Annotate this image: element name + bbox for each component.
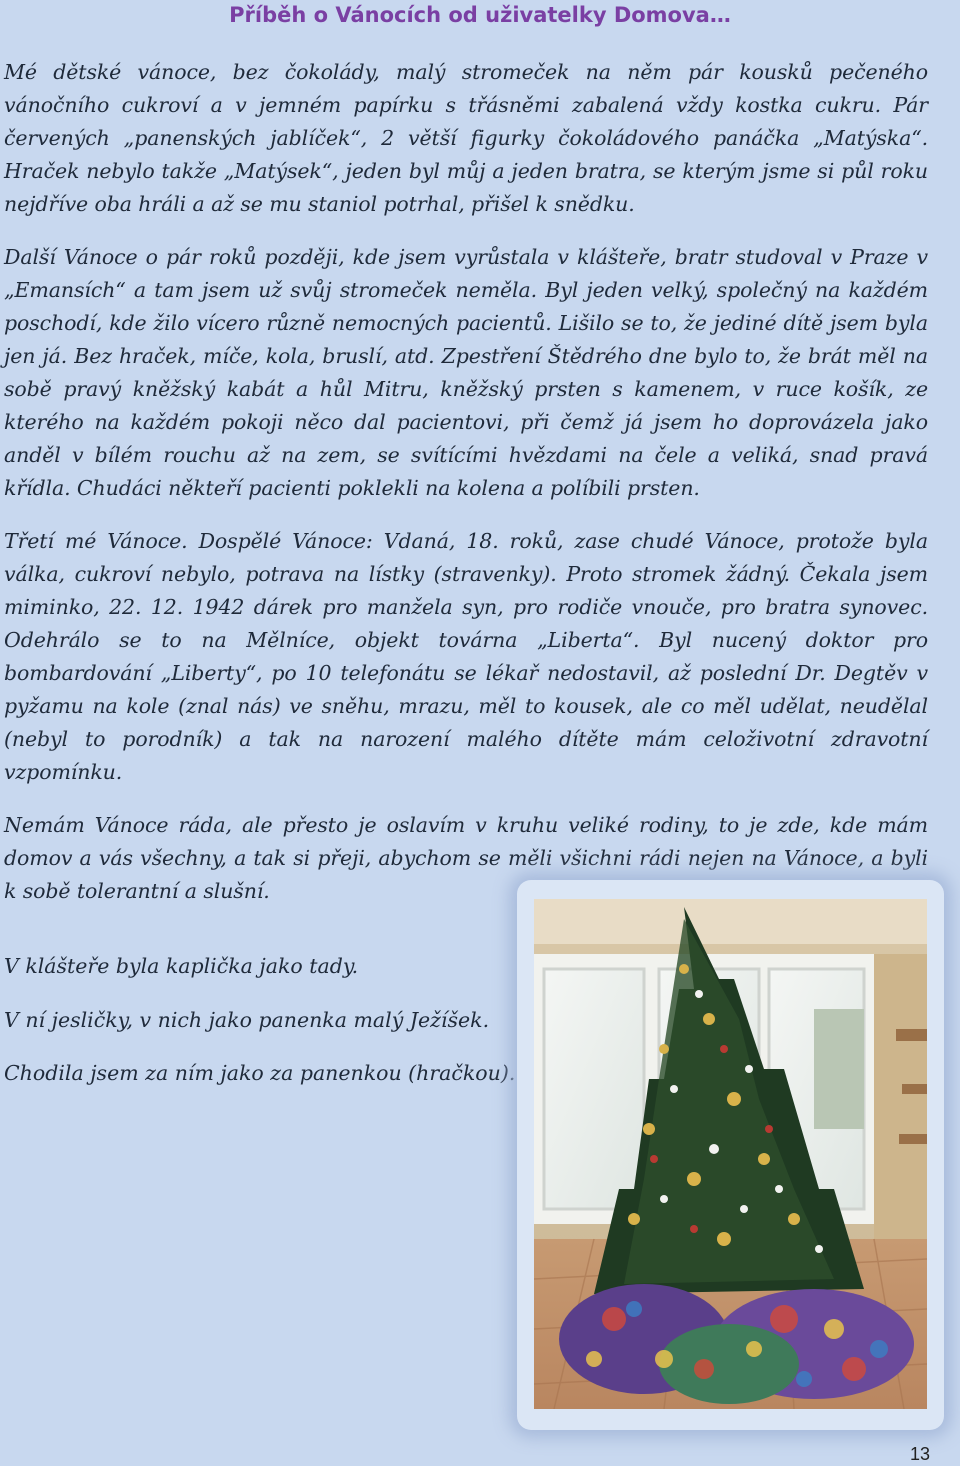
photo-frame: [517, 880, 944, 1430]
story-text: [4, 56, 928, 928]
page-number: 13: [909, 1444, 930, 1464]
paragraph-4: Nemám Vánoce ráda, ale přesto je oslavím v kruhu veliké rodiny, to je zde, kde mám domov a vás všechny, a tak si přeji, abychom se měli všichni rádi nejen na Vánoce, a byli k sobě tolerantní a slušní.: [4, 813, 928, 903]
paragraph-2: Další Vánoce o pár roků později, kde jsem vyrůstala v klášteře, bratr studoval v Praze v „Emansích“ a tam jsem už svůj stromeček neměla. Byl jeden velký, společný na každém poschodí, kde žilo vícero různě nemocných pacientů. Lišilo se to, že jediné dítě jsem byla jen já. Bez hraček, míče, kola, bruslí, atd. Zpestření Štědrého dne bylo to, že brát měl na sobě pravý kněžský kabát a hůl Mitru, kněžský prsten s kamenem, v ruce košík, ze kterého na každém pokoji něco dal pacientovi, při čemž já jsem ho doprovázela jako anděl v bílém rouchu až na zem, se svítícími hvězdami na čele a veliká, snad pravá křídla. Chudáci někteří pacienti poklekli na kolena a políbili prsten.: [4, 245, 928, 500]
side-line-3-text: Chodila jsem za ním jako za panenkou (hračkou).: [4, 1061, 516, 1085]
paragraph-3: Třetí mé Vánoce. Dospělé Vánoce: Vdaná, 18. roků, zase chudé Vánoce, protože byla válka, cukroví nebylo, potrava na lístky (stravenky). Proto stromek žádný. Čekala jsem miminko, 22. 12. 1942 dárek pro manžela syn, pro rodiče vnouče, pro bratra synovec. Odehrálo se to na Mělníce, objekt továrna „Liberta“. Byl nucený doktor pro bombardování „Liberty“, po 10 telefonátu se lékař nedostavil, až poslední Dr. Degtěv v pyžamu na kole (znal nás) ve sněhu, mrazu, měl to kousek, ale co měl udělat, neudělal (nebyl to porodník) a tak na narození malého dítěte mám celoživotní zdravotní vzpomínku.: [4, 529, 928, 784]
paragraph-1: Mé dětské vánoce, bez čokolády, malý stromeček na něm pár kousků pečeného vánočního cukroví a v jemném papírku s třásněmi zabalená vždy kostka cukru. Pár červených „panenských jablíček“, 2 větší figurky čokoládového panáčka „Matýska“. Hraček nebylo takže „Matýsek“, jeden byl můj a jeden bratra, se kterým jsme si půl roku nejdříve oba hráli a až se mu staniol potrhal, přišel k snědku.: [4, 60, 928, 216]
side-line-1-text: V klášteře byla kaplička jako tady.: [4, 954, 359, 978]
side-line-2-text: V ní jesličky, v nich jako panenka malý Ježíšek.: [4, 1008, 490, 1032]
side-line-3: [4, 1057, 524, 1090]
side-line-1: [4, 950, 524, 983]
christmas-tree-photo: [534, 899, 927, 1409]
side-line-2: [4, 1004, 524, 1037]
page-title: Příběh o Vánocích od uživatelky Domova…: [229, 3, 731, 27]
